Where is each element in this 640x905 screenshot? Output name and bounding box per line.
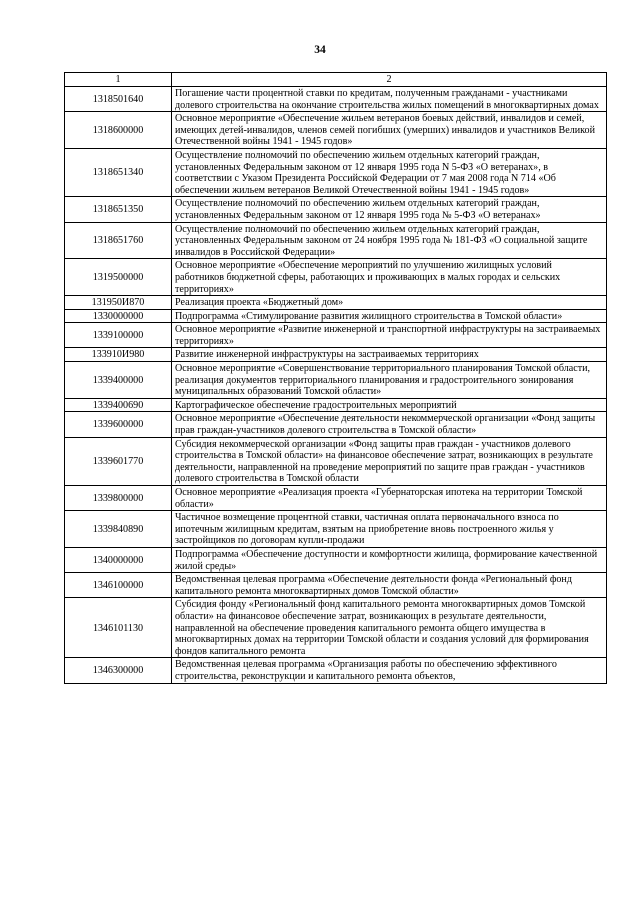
table-row bbox=[65, 658, 607, 683]
row-description: Субсидия фонду «Региональный фонд капитального ремонта многоквартирных домов Томской области» на финансовое обеспечение затрат, возникающих в результате деятельности, направленной на обеспечение проведения капитального ремонта общего имущества в многоквартирных домах на территории Томской области и создания условий для формирования фондов капитального ремонта bbox=[172, 598, 607, 658]
row-code: 1330000000 bbox=[65, 309, 172, 323]
table-row bbox=[65, 486, 607, 511]
row-code: 1346300000 bbox=[65, 658, 172, 683]
row-description: Основное мероприятие «Реализация проекта «Губернаторская ипотека на территории Томской области» bbox=[172, 486, 607, 511]
row-description: Ведомственная целевая программа «Обеспечение деятельности фонда «Региональный фонд капитального ремонта многоквартирных домов Томской области» bbox=[172, 573, 607, 598]
table-row bbox=[65, 348, 607, 362]
row-description: Картографическое обеспечение градостроительных мероприятий bbox=[172, 398, 607, 412]
row-code: 131950И870 bbox=[65, 296, 172, 310]
row-description: Осуществление полномочий по обеспечению жильем отдельных категорий граждан, установленных Федеральным законом от 24 ноября 1995 года № 181-ФЗ «О социальной защите инвалидов в Российской Федерации» bbox=[172, 222, 607, 259]
table-row bbox=[65, 296, 607, 310]
row-code: 133910И980 bbox=[65, 348, 172, 362]
row-code: 1346101130 bbox=[65, 598, 172, 658]
table-row bbox=[65, 87, 607, 112]
row-description: Ведомственная целевая программа «Организация работы по обеспечению эффективного строительства, реконструкции и капитального ремонта объектов, bbox=[172, 658, 607, 683]
row-description: Основное мероприятие «Развитие инженерной и транспортной инфраструктуры на застраиваемых территориях» bbox=[172, 323, 607, 348]
table-row bbox=[65, 511, 607, 548]
table-row bbox=[65, 259, 607, 296]
row-description: Основное мероприятие «Обеспечение жильем ветеранов боевых действий, инвалидов и семей, имеющих детей-инвалидов, членов семей погибших (умерших) инвалидов и участников Великой Отечественной войны 1941 - 1945 годов» bbox=[172, 112, 607, 149]
row-code: 1339400000 bbox=[65, 362, 172, 399]
row-code: 1339400690 bbox=[65, 398, 172, 412]
table-row bbox=[65, 148, 607, 196]
row-description: Частичное возмещение процентной ставки, частичная оплата первоначального взноса по ипотечным жилищным кредитам, взятым на приобретение вновь построенного жилья у застройщиков по договорам купли-продажи bbox=[172, 511, 607, 548]
row-code: 1318600000 bbox=[65, 112, 172, 149]
row-description: Подпрограмма «Обеспечение доступности и комфортности жилища, формирование качественной жилой среды» bbox=[172, 547, 607, 572]
row-description: Основное мероприятие «Обеспечение деятельности некоммерческой организации «Фонд защиты прав граждан-участников долевого строительства в Томской области» bbox=[172, 412, 607, 437]
table-row bbox=[65, 573, 607, 598]
table-row bbox=[65, 547, 607, 572]
column-header-1: 1 bbox=[65, 73, 172, 87]
row-description: Осуществление полномочий по обеспечению жильем отдельных категорий граждан, установленных Федеральным законом от 12 января 1995 года № 5-ФЗ «О ветеранах» bbox=[172, 197, 607, 222]
row-description: Основное мероприятие «Совершенствование территориального планирования Томской области, реализация документов территориального планирования и градостроительного зонирования муниципальных образований Томской области» bbox=[172, 362, 607, 399]
table-header-row bbox=[65, 73, 607, 87]
table-row bbox=[65, 309, 607, 323]
row-description: Развитие инженерной инфраструктуры на застраиваемых территориях bbox=[172, 348, 607, 362]
row-code: 1339600000 bbox=[65, 412, 172, 437]
row-code: 1318651340 bbox=[65, 148, 172, 196]
table-row bbox=[65, 323, 607, 348]
table-row bbox=[65, 398, 607, 412]
table-row bbox=[65, 362, 607, 399]
table-row bbox=[65, 437, 607, 485]
table-row bbox=[65, 197, 607, 222]
row-code: 1318651760 bbox=[65, 222, 172, 259]
row-code: 1339100000 bbox=[65, 323, 172, 348]
page-number: 34 bbox=[314, 44, 326, 56]
row-code: 1339840890 bbox=[65, 511, 172, 548]
row-code: 1339601770 bbox=[65, 437, 172, 485]
row-description: Реализация проекта «Бюджетный дом» bbox=[172, 296, 607, 310]
column-header-2: 2 bbox=[172, 73, 607, 87]
row-description: Осуществление полномочий по обеспечению жильем отдельных категорий граждан, установленных Федеральным законом от 12 января 1995 года N 5-ФЗ «О ветеранах», в соответствии с Указом Президента Российской Федерации от 7 мая 2008 года N 714 «Об обеспечении жильем ветеранов Великой Отечественной войны 1941 - 1945 годов» bbox=[172, 148, 607, 196]
table-row bbox=[65, 598, 607, 658]
row-code: 1318501640 bbox=[65, 87, 172, 112]
row-description: Подпрограмма «Стимулирование развития жилищного строительства в Томской области» bbox=[172, 309, 607, 323]
budget-code-table bbox=[64, 72, 607, 684]
table-row bbox=[65, 222, 607, 259]
row-description: Погашение части процентной ставки по кредитам, полученным гражданами - участниками долевого строительства на окончание строительства жилых помещений в многоквартирных домах bbox=[172, 87, 607, 112]
row-description: Субсидия некоммерческой организации «Фонд защиты прав граждан - участников долевого строительства в Томской области» на финансовое обеспечение затрат, возникающих в результате деятельности, направленной на проведение мероприятий по защите прав граждан - участников долевого строительства в Томской области bbox=[172, 437, 607, 485]
table-row bbox=[65, 412, 607, 437]
row-code: 1318651350 bbox=[65, 197, 172, 222]
row-code: 1339800000 bbox=[65, 486, 172, 511]
row-code: 1340000000 bbox=[65, 547, 172, 572]
row-code: 1346100000 bbox=[65, 573, 172, 598]
row-description: Основное мероприятие «Обеспечение мероприятий по улучшению жилищных условий работников бюджетной сферы, работающих и проживающих в малых городах и сельских территориях» bbox=[172, 259, 607, 296]
row-code: 1319500000 bbox=[65, 259, 172, 296]
table-row bbox=[65, 112, 607, 149]
